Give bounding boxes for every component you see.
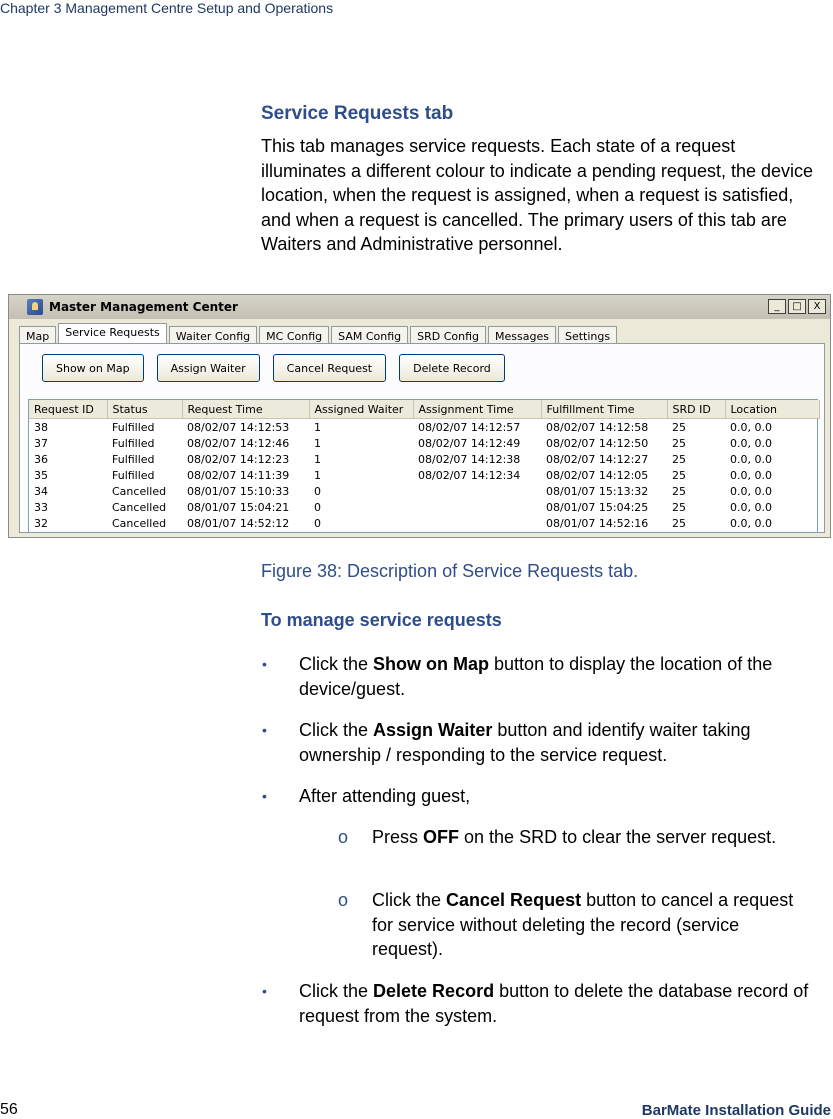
text: button and identify waiter taking ownership / responding to the service request. xyxy=(299,720,751,765)
column-header[interactable]: Request Time xyxy=(182,400,309,419)
table-cell: 38 xyxy=(34,420,48,434)
table-cell: 0 xyxy=(314,516,321,530)
table-row[interactable] xyxy=(29,419,819,436)
section-heading: Service Requests tab xyxy=(261,103,454,124)
button-name: Show on Map xyxy=(373,654,490,674)
table-cell: 25 xyxy=(672,500,686,514)
table-cell: Fulfilled xyxy=(112,452,155,466)
column-header[interactable]: Fulfillment Time xyxy=(541,400,667,419)
table-cell: 08/01/07 15:04:21 xyxy=(187,500,290,514)
list-item xyxy=(262,718,829,767)
table-cell: 08/01/07 14:52:12 xyxy=(187,516,290,530)
table-row[interactable] xyxy=(29,483,819,499)
list-item xyxy=(262,979,829,1028)
table-cell: Cancelled xyxy=(112,500,167,514)
tab-service-requests[interactable]: Service Requests xyxy=(58,323,167,347)
guide-title: BarMate Installation Guide xyxy=(641,1102,831,1119)
table-row[interactable] xyxy=(29,467,819,483)
table-cell xyxy=(413,515,541,531)
table-cell: 08/02/07 14:12:53 xyxy=(187,420,290,434)
table-cell: 08/02/07 14:12:46 xyxy=(187,436,290,450)
text: button to display the location of the device/guest. xyxy=(299,654,773,699)
list-item xyxy=(262,784,829,809)
tab-panel xyxy=(19,343,825,533)
table-cell: 0.0, 0.0 xyxy=(730,436,772,450)
column-header[interactable]: Assigned Waiter xyxy=(309,400,413,419)
table-row[interactable] xyxy=(29,499,819,515)
table-cell xyxy=(413,483,541,499)
sub-list-item xyxy=(338,825,812,850)
table-row[interactable] xyxy=(29,451,819,467)
table-cell: 25 xyxy=(672,420,686,434)
table-cell: 25 xyxy=(672,452,686,466)
maximize-icon[interactable]: □ xyxy=(788,299,806,314)
list-item xyxy=(262,652,829,701)
assign-waiter-button[interactable]: Assign Waiter xyxy=(157,354,260,382)
tab-waiter-config[interactable]: Waiter Config xyxy=(169,326,257,347)
intro-paragraph: This tab manages service requests. Each state of a request illuminates a different colour to indicate a pending request, the device location, when the request is assigned, when a request is satisfied, and when a request is cancelled. The primary users of this tab are Waiters and Administrative personnel. xyxy=(261,136,814,254)
table-cell: 08/01/07 14:52:16 xyxy=(546,516,649,530)
action-buttons xyxy=(42,354,505,382)
table-cell: 08/02/07 14:12:23 xyxy=(187,452,290,466)
text: button to cancel a request for service without deleting the record (service request). xyxy=(372,890,794,959)
table-cell: 08/01/07 15:10:33 xyxy=(187,484,290,498)
table-cell: 08/02/07 14:12:50 xyxy=(546,436,649,450)
bullet-icon: • xyxy=(262,722,267,738)
table-cell: 0 xyxy=(314,500,321,514)
button-name: Delete Record xyxy=(373,981,495,1001)
table-cell: 0.0, 0.0 xyxy=(730,452,772,466)
table-cell: Cancelled xyxy=(112,516,167,530)
table-cell: 0.0, 0.0 xyxy=(730,500,772,514)
table-row[interactable] xyxy=(29,515,819,531)
column-header[interactable]: Assignment Time xyxy=(413,400,541,419)
sub-list-item xyxy=(338,888,812,962)
table-cell: 08/02/07 14:12:38 xyxy=(418,452,521,466)
text: Click the xyxy=(299,654,374,674)
tab-sam-config[interactable]: SAM Config xyxy=(331,326,408,347)
delete-record-button[interactable]: Delete Record xyxy=(399,354,505,382)
text: on the SRD to clear the server request. xyxy=(459,827,777,847)
tab-mc-config[interactable]: MC Config xyxy=(259,326,329,347)
table-cell: 0.0, 0.0 xyxy=(730,484,772,498)
tab-settings[interactable]: Settings xyxy=(558,326,617,347)
page-number: 56 xyxy=(0,1101,18,1118)
tab-srd-config[interactable]: SRD Config xyxy=(410,326,486,347)
table-cell: Fulfilled xyxy=(112,468,155,482)
table-cell: 35 xyxy=(34,468,48,482)
grid-header-row xyxy=(29,400,819,419)
table-cell: 0 xyxy=(314,484,321,498)
table-cell: 37 xyxy=(34,436,48,450)
table-cell: 25 xyxy=(672,484,686,498)
table-cell: 0.0, 0.0 xyxy=(730,516,772,530)
table-cell: 34 xyxy=(34,484,48,498)
table-cell: 32 xyxy=(34,516,48,530)
table-cell: 1 xyxy=(314,436,321,450)
running-header: Chapter 3 Management Centre Setup and Operations xyxy=(0,0,334,16)
table-cell: 08/02/07 14:12:34 xyxy=(418,468,521,482)
show-on-map-button[interactable]: Show on Map xyxy=(42,354,144,382)
button-name: Cancel Request xyxy=(446,890,582,910)
table-cell: 08/02/07 14:12:05 xyxy=(546,468,649,482)
close-icon[interactable]: X xyxy=(808,299,826,314)
table-cell: 36 xyxy=(34,452,48,466)
cancel-request-button[interactable]: Cancel Request xyxy=(273,354,386,382)
table-cell: 0.0, 0.0 xyxy=(730,468,772,482)
figure-caption: Figure 38: Description of Service Requests tab. xyxy=(261,561,639,581)
window-title: Master Management Center xyxy=(49,300,238,314)
text: After attending guest, xyxy=(299,786,471,806)
table-cell: 1 xyxy=(314,452,321,466)
bullet-icon: • xyxy=(262,983,267,999)
window-controls xyxy=(768,299,826,314)
text: Click the xyxy=(299,720,374,740)
text: button to delete the database record of request from the system. xyxy=(299,981,809,1026)
table-cell: 08/02/07 14:12:27 xyxy=(546,452,649,466)
table-cell: 25 xyxy=(672,436,686,450)
table-cell: 33 xyxy=(34,500,48,514)
table-cell: 1 xyxy=(314,420,321,434)
table-cell: 1 xyxy=(314,468,321,482)
table-cell: 25 xyxy=(672,516,686,530)
app-icon xyxy=(27,299,43,315)
column-header[interactable]: Status xyxy=(107,400,182,419)
requests-grid xyxy=(28,399,818,533)
screenshot-window xyxy=(8,294,831,538)
minimize-icon[interactable]: _ xyxy=(768,299,786,314)
column-header[interactable]: Location xyxy=(725,400,819,419)
tab-messages[interactable]: Messages xyxy=(488,326,556,347)
text: Press xyxy=(372,827,424,847)
table-row[interactable] xyxy=(29,435,819,451)
column-header[interactable]: Request ID xyxy=(29,400,107,419)
table-cell: 08/01/07 15:13:32 xyxy=(546,484,649,498)
window-titlebar xyxy=(9,295,830,319)
column-header[interactable]: SRD ID xyxy=(667,400,725,419)
table-cell: 0.0, 0.0 xyxy=(730,420,772,434)
tab-map[interactable]: Map xyxy=(19,326,56,347)
table-cell: 08/01/07 15:04:25 xyxy=(546,500,649,514)
button-name: Assign Waiter xyxy=(373,720,493,740)
table-cell: 08/02/07 14:11:39 xyxy=(187,468,290,482)
table-cell: Fulfilled xyxy=(112,420,155,434)
table-cell: Cancelled xyxy=(112,484,167,498)
table-cell: 08/02/07 14:12:49 xyxy=(418,436,521,450)
table-cell: 25 xyxy=(672,468,686,482)
bullet-icon: • xyxy=(262,656,267,672)
table-cell xyxy=(413,499,541,515)
bullet-icon: • xyxy=(262,788,267,804)
procedure-heading: To manage service requests xyxy=(261,610,502,630)
sub-bullet-icon: o xyxy=(338,827,349,847)
table-cell: Fulfilled xyxy=(112,436,155,450)
text: Click the xyxy=(372,890,447,910)
text: Click the xyxy=(299,981,374,1001)
button-name: OFF xyxy=(423,827,460,847)
table-cell: 08/02/07 14:12:58 xyxy=(546,420,649,434)
sub-bullet-icon: o xyxy=(338,890,349,910)
table-cell: 08/02/07 14:12:57 xyxy=(418,420,521,434)
